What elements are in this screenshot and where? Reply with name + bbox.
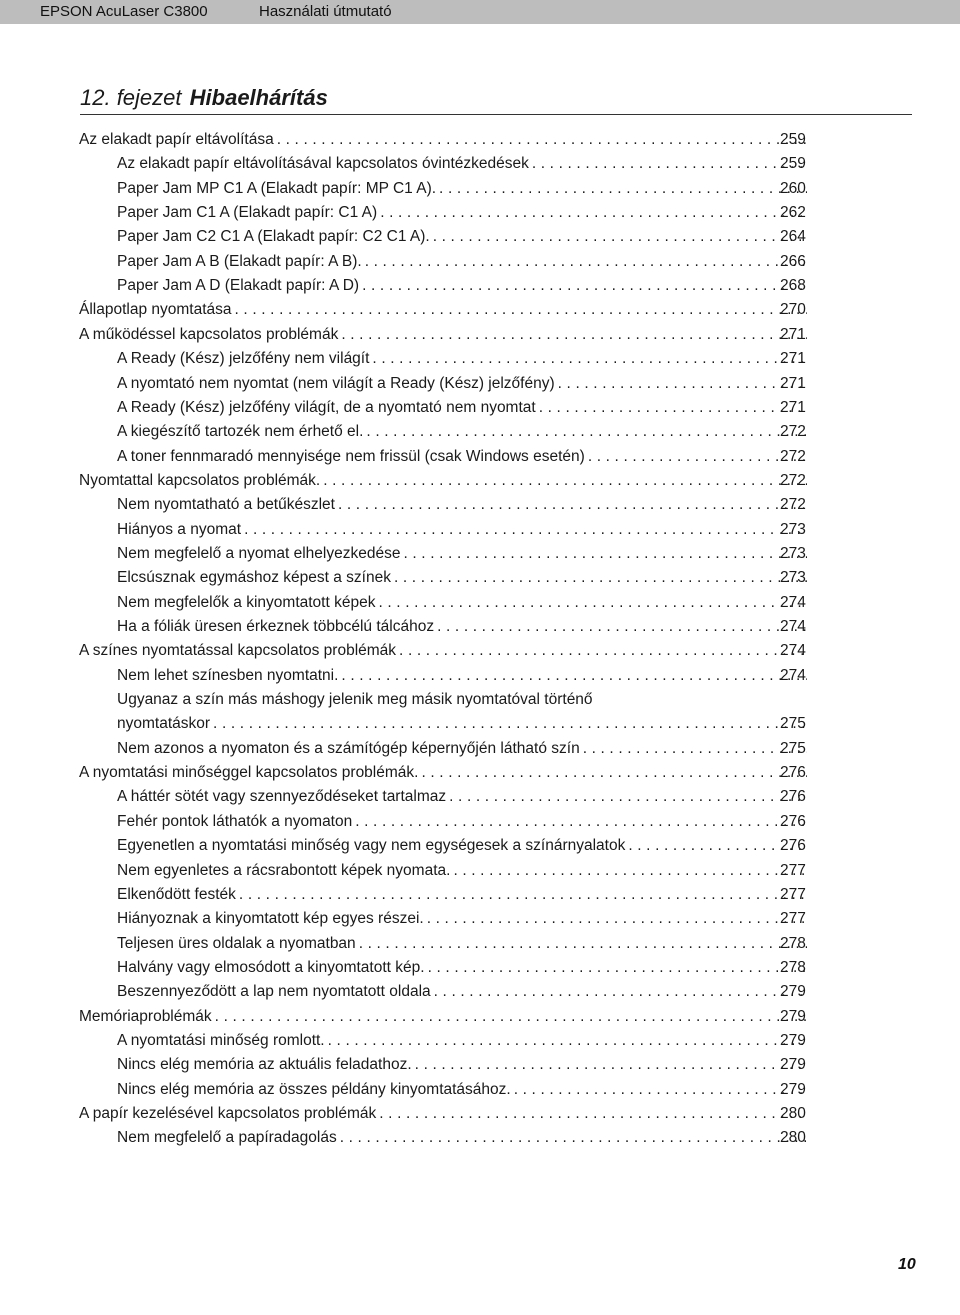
toc-subsection-entry[interactable]: [0, 737, 960, 761]
chapter-number: 12. fejezet: [80, 85, 182, 110]
toc-entry-label: Egyenetlen a nyomtatási minőség vagy nem egységesek a színárnyalatok: [117, 837, 626, 855]
dot-leader: [379, 1102, 807, 1126]
toc-subsection-entry[interactable]: [0, 1029, 960, 1053]
dot-leader: [277, 128, 807, 152]
toc-entry-label: A papír kezelésével kapcsolatos problémák: [79, 1105, 377, 1122]
dot-leader: [366, 420, 807, 444]
toc-entry-label: Teljesen üres oldalak a nyomatban: [117, 934, 356, 952]
toc-subsection-entry[interactable]: [0, 493, 960, 517]
toc-entry-page: 276: [780, 812, 806, 830]
toc-entry-page: 272: [780, 471, 806, 489]
toc-subsection-entry[interactable]: [0, 785, 960, 809]
toc-entry-page: 259: [780, 155, 806, 173]
toc-subsection-entry[interactable]: [0, 225, 960, 249]
dot-leader: [439, 177, 807, 201]
toc-entry-page: 273: [780, 569, 806, 587]
dot-leader: [434, 980, 807, 1004]
toc-entry-label: Beszennyeződött a lap nem nyomtatott oldala: [117, 983, 431, 1001]
toc-subsection-entry[interactable]: [0, 591, 960, 615]
toc-entry-label: Nem lehet színesben nyomtatni.: [117, 666, 339, 684]
toc-entry-label: Paper Jam A B (Elakadt papír: A B).: [117, 252, 362, 270]
toc-entry-page: 279: [780, 983, 806, 1001]
toc-entry-label: Ha a fóliák üresen érkeznek többcélú tálcához: [117, 618, 435, 635]
dot-leader: [532, 152, 807, 176]
toc-entry-page: 277: [780, 861, 806, 879]
toc-subsection-entry[interactable]: [0, 566, 960, 590]
toc-entry-page: 273: [780, 544, 806, 562]
toc-entry-page: 279: [780, 1056, 806, 1074]
toc-entry-page: 279: [780, 1080, 806, 1098]
dot-leader: [558, 372, 807, 396]
toc-entry-page: 271: [780, 350, 806, 368]
toc-entry-label: Halvány vagy elmosódott a kinyomtatott kép.: [117, 958, 425, 976]
toc-subsection-entry[interactable]: [0, 542, 960, 566]
dot-leader: [235, 298, 807, 322]
dot-leader: [340, 1126, 807, 1150]
dot-leader: [539, 396, 807, 420]
page-number: 10: [898, 1256, 916, 1273]
toc-entry-page: 274: [780, 666, 806, 684]
toc-entry-label: A nyomtatási minőség romlott.: [117, 1031, 325, 1049]
toc-subsection-entry[interactable]: [0, 883, 960, 907]
dot-leader: [341, 664, 807, 688]
toc-entry-page: 273: [780, 520, 806, 538]
dot-leader: [437, 615, 807, 639]
toc-entry-label: A toner fennmaradó mennyisége nem frissül (csak Windows esetén): [117, 447, 585, 465]
toc-entry-page: 259: [780, 131, 806, 148]
toc-entry-label: Nem nyomtatható a betűkészlet: [117, 496, 335, 514]
toc-section-entry[interactable]: [0, 298, 960, 322]
dot-leader: [328, 1029, 807, 1053]
toc-subsection-entry[interactable]: [0, 834, 960, 858]
toc-subsection-entry[interactable]: [0, 518, 960, 542]
toc-entry-page: 272: [780, 423, 806, 441]
dot-leader: [338, 493, 807, 517]
toc-subsection-entry[interactable]: [0, 1078, 960, 1102]
toc-entry-page: 264: [780, 228, 806, 246]
toc-entry-label: Paper Jam A D (Elakadt papír: A D): [117, 277, 360, 295]
dot-leader: [362, 274, 807, 298]
toc-entry-page: 276: [780, 764, 806, 782]
dot-leader: [244, 518, 807, 542]
toc-subsection-entry[interactable]: [0, 420, 960, 444]
toc-entry-label: Nincs elég memória az aktuális feladathoz.: [117, 1056, 412, 1074]
toc-subsection-entry[interactable]: [0, 932, 960, 956]
toc-entry-page: 279: [780, 1007, 806, 1025]
dot-leader: [378, 591, 807, 615]
toc-subsection-entry[interactable]: [0, 177, 960, 201]
toc-entry-page: 277: [780, 910, 806, 928]
toc-entry-page: 262: [780, 204, 806, 222]
toc-entry-label: Az elakadt papír eltávolításával kapcsolatos óvintézkedések: [117, 155, 529, 173]
toc-section-entry[interactable]: [0, 323, 960, 347]
toc-entry-label: A Ready (Kész) jelzőfény világít, de a nyomtató nem nyomtat: [117, 398, 536, 416]
dot-leader: [583, 737, 807, 761]
toc-entry-page: 266: [780, 252, 806, 270]
toc-entry-page: 274: [780, 593, 806, 611]
toc-entry-page: 275: [780, 739, 806, 757]
toc-subsection-entry[interactable]: [0, 250, 960, 274]
toc-subsection-entry[interactable]: [0, 1053, 960, 1077]
dot-leader: [365, 250, 807, 274]
toc-subsection-entry[interactable]: [0, 907, 960, 931]
dot-leader: [380, 201, 807, 225]
toc-entry-label: Paper Jam C1 A (Elakadt papír: C1 A): [117, 204, 378, 222]
dot-leader: [399, 639, 807, 663]
toc-section-entry[interactable]: [0, 1005, 960, 1029]
dot-leader: [514, 1078, 807, 1102]
toc-subsection-entry[interactable]: [0, 152, 960, 176]
toc-entry-label: Nem azonos a nyomaton és a számítógép képernyőjén látható szín: [117, 739, 580, 757]
toc-entry-label: A nyomtatási minőséggel kapcsolatos problémák.: [79, 764, 419, 782]
toc-section-entry[interactable]: [0, 1102, 960, 1126]
toc-entry-page: 279: [780, 1031, 806, 1049]
dot-leader: [428, 956, 807, 980]
toc-section-entry[interactable]: [0, 128, 960, 152]
toc-entry-page: 272: [780, 496, 806, 514]
toc-entry-label: Nyomtattal kapcsolatos problémák.: [79, 471, 321, 489]
dot-leader: [372, 347, 807, 371]
header-manual-title: Használati útmutató: [259, 3, 392, 20]
dot-leader: [403, 542, 807, 566]
toc-subsection-entry[interactable]: [0, 445, 960, 469]
toc-entry-label: Elcsúsznak egymáshoz képest a színek: [117, 569, 391, 587]
toc-subsection-entry[interactable]: [0, 372, 960, 396]
toc-entry-label: A nyomtató nem nyomtat (nem világít a Ready (Kész) jelzőfény): [117, 374, 555, 392]
toc-entry-label: nyomtatáskor: [117, 715, 211, 733]
toc-entry-page: 276: [780, 788, 806, 806]
toc-entry-page: 280: [780, 1105, 806, 1122]
toc-subsection-entry[interactable]: [0, 859, 960, 883]
toc-subsection-entry[interactable]: [0, 347, 960, 371]
toc-subsection-entry[interactable]: [0, 201, 960, 225]
toc-entry-page: 260: [780, 179, 806, 197]
toc-entry-page: 275: [780, 715, 806, 733]
chapter-name: Hibaelhárítás: [189, 85, 328, 110]
toc-entry-label: A színes nyomtatással kapcsolatos problémák: [79, 642, 397, 660]
toc-entry-page: 278: [780, 934, 806, 952]
toc-entry-label: Elkenődött festék: [117, 885, 236, 903]
toc-entry-page: 274: [780, 618, 806, 635]
toc-entry-label: Hiányos a nyomat: [117, 520, 242, 538]
dot-leader: [449, 785, 807, 809]
toc-entry-label: Nem megfelelők a kinyomtatott képek: [117, 593, 376, 611]
toc-entry-label: Állapotlap nyomtatása: [79, 301, 232, 319]
toc-entry-label: Paper Jam MP C1 A (Elakadt papír: MP C1 A).: [117, 179, 437, 197]
dot-leader: [421, 761, 807, 785]
dot-leader: [355, 810, 807, 834]
toc-entry-label: Nem megfelelő a nyomat elhelyezkedése: [117, 544, 401, 562]
toc-entry-page: 270: [780, 301, 806, 319]
dot-leader: [359, 932, 807, 956]
toc-entry-label: Nem megfelelő a papíradagolás: [117, 1129, 337, 1147]
toc-entry-label: Fehér pontok láthatók a nyomaton: [117, 812, 353, 830]
toc-entry-label: A működéssel kapcsolatos problémák: [79, 325, 339, 343]
toc-entry-label: Memóriaproblémák: [79, 1007, 212, 1025]
dot-leader: [213, 712, 807, 736]
toc-subsection-entry[interactable]: [0, 664, 960, 688]
dot-leader: [415, 1053, 807, 1077]
toc-entry-page: 280: [780, 1129, 806, 1147]
toc-entry-page: 274: [780, 642, 806, 660]
toc-entry-label: Az elakadt papír eltávolítása: [79, 131, 274, 148]
toc-entry-label: Hiányoznak a kinyomtatott kép egyes részei.: [117, 910, 424, 928]
toc-entry-label: Paper Jam C2 C1 A (Elakadt papír: C2 C1 A).: [117, 228, 430, 246]
toc-entry-label: A kiegészítő tartozék nem érhető el.: [117, 423, 364, 441]
toc-section-entry[interactable]: [0, 469, 960, 493]
toc-subsection-entry[interactable]: [0, 980, 960, 1004]
toc-subsection-entry[interactable]: [0, 396, 960, 420]
toc-entry-label: Nem egyenletes a rácsrabontott képek nyomata.: [117, 861, 451, 879]
toc-entry-first-line: Ugyanaz a szín más máshogy jelenik meg másik nyomtatóval történő: [117, 691, 593, 709]
toc-entry-label: Nincs elég memória az összes példány kinyomtatásához.: [117, 1080, 511, 1098]
dot-leader: [453, 859, 807, 883]
toc-subsection-entry[interactable]: [0, 810, 960, 834]
dot-leader: [323, 469, 807, 493]
toc-entry-page: 277: [780, 885, 806, 903]
toc-section-entry[interactable]: [0, 639, 960, 663]
dot-leader: [433, 225, 807, 249]
toc-entry-page: 276: [780, 837, 806, 855]
dot-leader: [215, 1005, 807, 1029]
toc-entry-page: 272: [780, 447, 806, 465]
toc-subsection-entry[interactable]: [0, 615, 960, 639]
dot-leader: [588, 445, 807, 469]
toc-entry-page: 271: [780, 374, 806, 392]
dot-leader: [341, 323, 807, 347]
dot-leader: [239, 883, 807, 907]
toc-subsection-entry[interactable]: [0, 274, 960, 298]
dot-leader: [427, 907, 807, 931]
header-product-name: EPSON AcuLaser C3800: [40, 3, 208, 20]
toc-subsection-entry[interactable]: [0, 1126, 960, 1150]
toc-subsection-entry[interactable]: [0, 956, 960, 980]
dot-leader: [394, 566, 807, 590]
toc-entry-page: 271: [780, 325, 806, 343]
toc-entry-label: A Ready (Kész) jelzőfény nem világít: [117, 350, 370, 368]
toc-entry-page: 278: [780, 958, 806, 976]
toc-entry-label: A háttér sötét vagy szennyeződéseket tartalmaz: [117, 788, 447, 806]
toc-subsection-entry[interactable]: [0, 712, 960, 736]
toc-entry-page: 271: [780, 398, 806, 416]
toc-section-entry[interactable]: [0, 761, 960, 785]
toc-entry-page: 268: [780, 277, 806, 295]
